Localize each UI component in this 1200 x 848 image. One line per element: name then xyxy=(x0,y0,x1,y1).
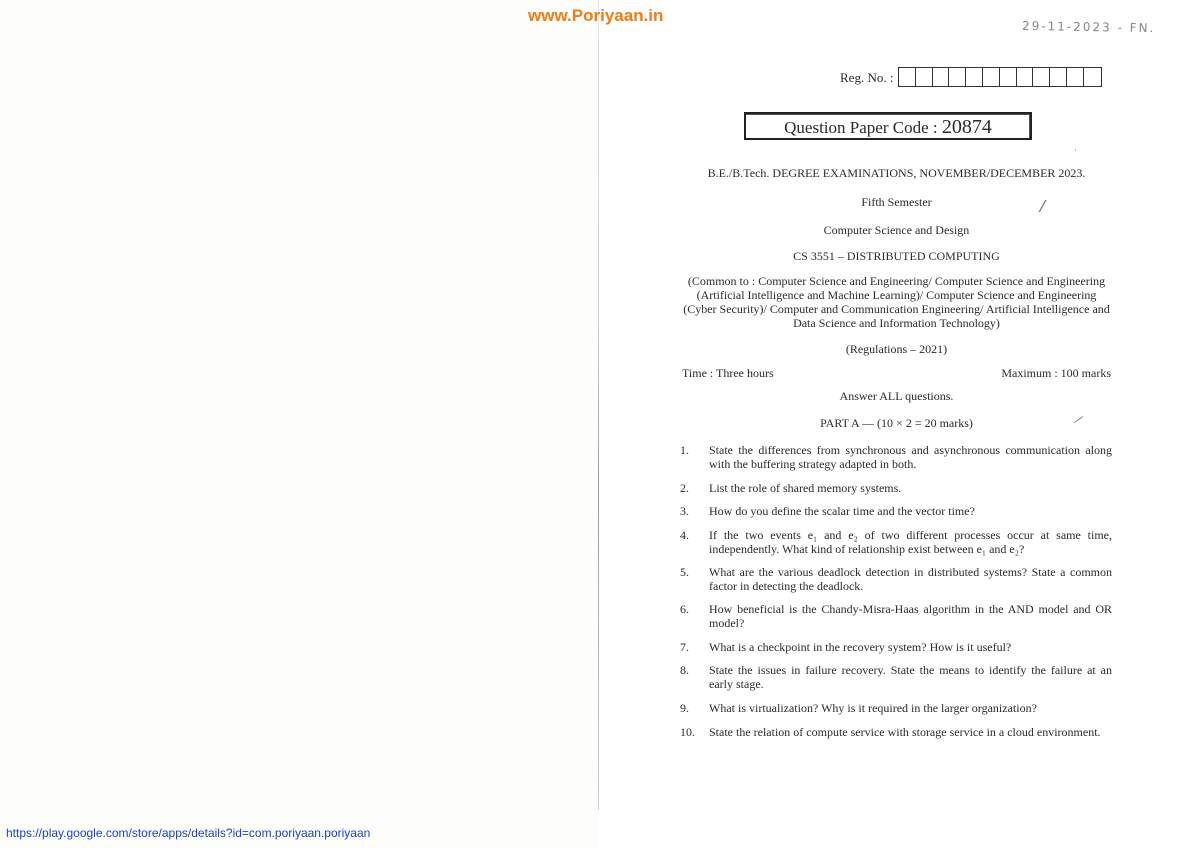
reg-no-digit-box xyxy=(949,68,966,86)
pen-mark: — xyxy=(1069,409,1087,429)
question-item xyxy=(680,504,1112,518)
reg-no-boxes xyxy=(898,67,1102,87)
semester: Fifth Semester xyxy=(861,195,932,209)
reg-no-digit-box xyxy=(1050,68,1067,86)
handwritten-date: 29-11-2023 - FN. xyxy=(1021,18,1156,36)
question-number: 2. xyxy=(680,481,689,495)
department: Computer Science and Design xyxy=(823,223,970,237)
question-item xyxy=(680,528,1112,556)
question-number: 9. xyxy=(680,701,689,715)
reg-no-digit-box xyxy=(1067,68,1084,86)
pen-mark: / xyxy=(1038,195,1048,216)
pen-mark: · xyxy=(1074,146,1077,156)
question-text: What is virtualization? Why is it required in the larger organization? xyxy=(709,701,1037,715)
question-number: 5. xyxy=(680,565,689,579)
part-a-heading: PART A — (10 × 2 = 20 marks) xyxy=(820,416,973,430)
site-header-link[interactable]: www.Poriyaan.in xyxy=(528,6,664,25)
question-number: 7. xyxy=(680,640,689,654)
question-item xyxy=(680,663,1112,691)
reg-no-label: Reg. No. : xyxy=(840,70,894,85)
question-number: 3. xyxy=(680,504,689,518)
question-text: State the relation of compute service with storage service in a cloud environment. xyxy=(709,725,1101,739)
reg-no-digit-box xyxy=(1017,68,1034,86)
question-item xyxy=(680,701,1112,715)
question-text: How beneficial is the Chandy-Misra-Haas algorithm in the AND model and OR model? xyxy=(709,602,1112,630)
question-text: If the two events e₁ and e₂ of two different processes occur at same time, independently. What kind of relationship exist between e₁ and e₂? xyxy=(709,528,1112,556)
question-number: 6. xyxy=(680,602,689,616)
question-item xyxy=(680,602,1112,630)
question-text: State the differences from synchronous and asynchronous communication along with the buffering strategy adapted in both. xyxy=(709,443,1112,471)
question-text: State the issues in failure recovery. State the means to identify the failure at an early stage. xyxy=(709,663,1112,691)
reg-no-digit-box xyxy=(899,68,916,86)
question-text: What is a checkpoint in the recovery system? How is it useful? xyxy=(709,640,1012,654)
time-label: Time : Three hours xyxy=(682,366,774,380)
regulations: (Regulations – 2021) xyxy=(845,342,948,356)
time-and-marks-row xyxy=(682,366,1111,381)
question-number: 1. xyxy=(680,443,689,457)
instruction: Answer ALL questions. xyxy=(839,389,954,403)
question-paper-code-number: 20874 xyxy=(941,116,992,138)
question-text: List the role of shared memory systems. xyxy=(709,481,902,495)
question-number: 8. xyxy=(680,663,689,677)
question-item xyxy=(680,640,1112,654)
question-paper-code-label: Question Paper Code : xyxy=(784,118,938,137)
question-number: 4. xyxy=(680,528,689,542)
reg-no-digit-box xyxy=(983,68,1000,86)
question-item xyxy=(680,481,1112,495)
reg-no-digit-box xyxy=(933,68,950,86)
question-number: 10. xyxy=(680,725,695,739)
reg-no-digit-box xyxy=(916,68,933,86)
blank-left-page xyxy=(0,0,598,848)
question-item xyxy=(680,565,1112,593)
app-store-link[interactable]: https://play.google.com/store/apps/details?id=com.poriyaan.poriyaan xyxy=(6,826,371,840)
reg-no-digit-box xyxy=(1000,68,1017,86)
common-to-note: (Common to : Computer Science and Engineering/ Computer Science and Engineering (Artificial Intelligence and Machine Learning)/ Computer Science and Engineering (Cyber Security)/ Computer and Communication Engineering/ Artificial Intelligence and Data Science and Information Technology) xyxy=(683,274,1110,330)
max-marks-label: Maximum : 100 marks xyxy=(1001,366,1111,380)
question-item xyxy=(680,725,1112,739)
reg-no-digit-box xyxy=(1033,68,1050,86)
question-text: How do you define the scalar time and the vector time? xyxy=(709,504,975,518)
question-item xyxy=(680,443,1112,471)
reg-no-digit-box xyxy=(966,68,983,86)
course-title: CS 3551 – DISTRIBUTED COMPUTING xyxy=(793,249,1000,263)
question-paper-code-box xyxy=(744,112,1032,140)
question-text: What are the various deadlock detection in distributed systems? State a common factor in detecting the deadlock. xyxy=(709,565,1112,593)
reg-no-digit-box xyxy=(1084,68,1101,86)
exam-title: B.E./B.Tech. DEGREE EXAMINATIONS, NOVEMBER/DECEMBER 2023. xyxy=(707,166,1086,180)
